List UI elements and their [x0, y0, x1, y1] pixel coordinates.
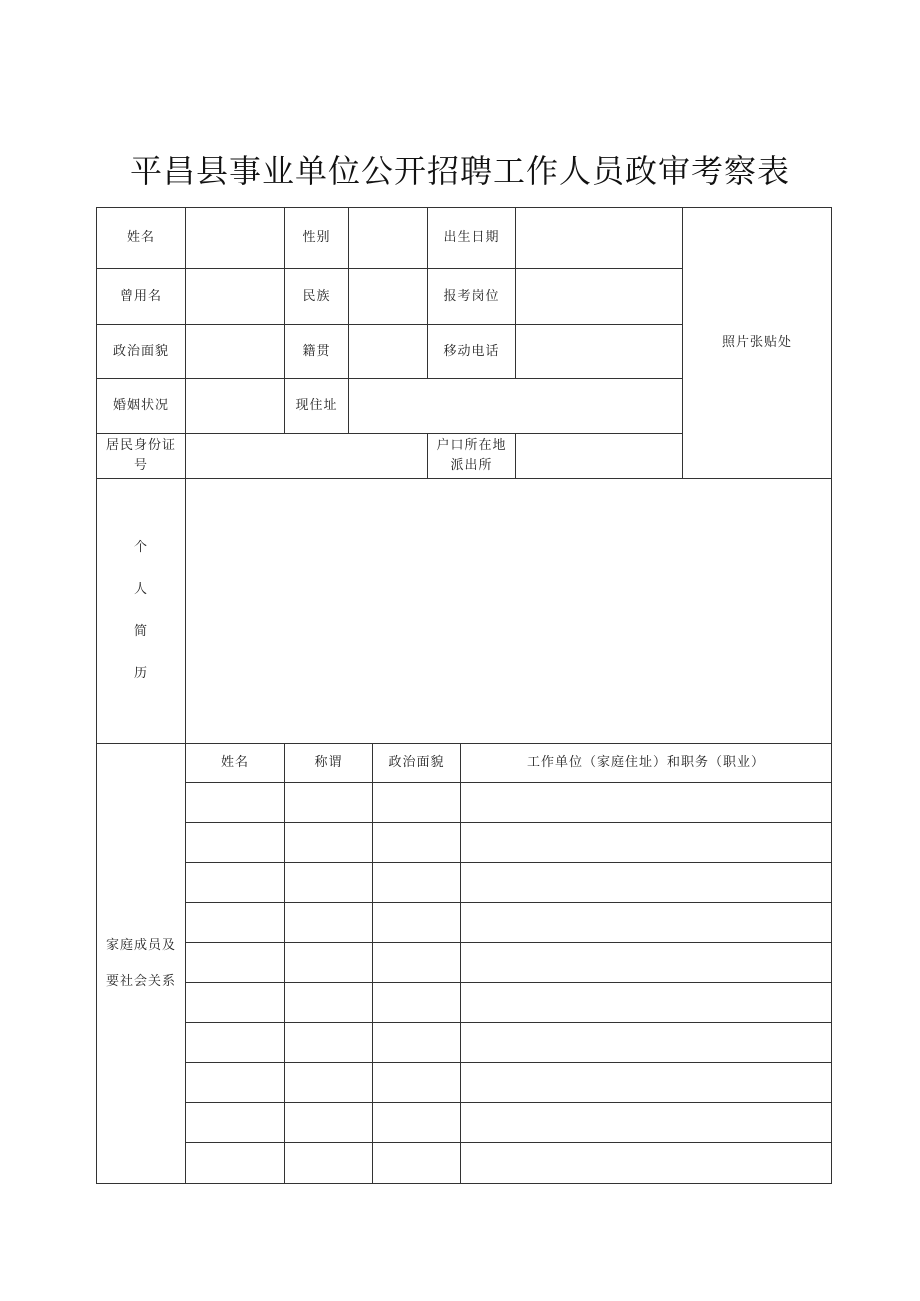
label-former-name: 曾用名: [96, 268, 186, 325]
field-birth-date[interactable]: [515, 207, 683, 269]
family-cell-work[interactable]: [460, 1062, 832, 1103]
family-cell-relation[interactable]: [284, 862, 373, 903]
family-cell-name[interactable]: [185, 1062, 285, 1103]
label-applied-post: 报考岗位: [427, 268, 516, 325]
label-family-line1: 家庭成员及: [105, 937, 176, 953]
family-cell-name[interactable]: [185, 822, 285, 863]
family-cell-relation[interactable]: [284, 1022, 373, 1063]
family-cell-work[interactable]: [460, 862, 832, 903]
label-id-number: [96, 433, 186, 479]
label-ethnicity: 民族: [284, 268, 349, 325]
family-cell-relation[interactable]: [284, 1102, 373, 1143]
family-header-work: 工作单位（家庭住址）和职务（职业）: [460, 743, 832, 783]
field-applied-post[interactable]: [515, 268, 683, 325]
field-political-status[interactable]: [185, 324, 285, 379]
family-cell-work[interactable]: [460, 902, 832, 943]
resume-char: 简: [133, 624, 148, 639]
label-id-number-line2: 号: [133, 458, 148, 473]
label-hukou-line1: 户口所在地: [436, 438, 507, 453]
resume-char: 个: [133, 540, 148, 555]
label-marital-status: 婚姻状况: [96, 378, 186, 434]
resume-char: 人: [133, 582, 148, 597]
family-cell-relation[interactable]: [284, 982, 373, 1023]
family-cell-political[interactable]: [372, 862, 461, 903]
family-cell-work[interactable]: [460, 982, 832, 1023]
family-cell-name[interactable]: [185, 782, 285, 823]
family-cell-name[interactable]: [185, 1102, 285, 1143]
family-header-political: 政治面貌: [372, 743, 461, 783]
photo-label: 照片张贴处: [721, 335, 792, 350]
label-resume: [96, 478, 186, 744]
field-id-number[interactable]: [185, 433, 428, 479]
resume-char: 历: [133, 666, 148, 681]
family-cell-name[interactable]: [185, 942, 285, 983]
label-native-place: 籍贯: [284, 324, 349, 379]
label-birth-date: 出生日期: [427, 207, 516, 269]
family-cell-political[interactable]: [372, 1062, 461, 1103]
label-family-line2: 要社会关系: [105, 973, 176, 989]
family-cell-political[interactable]: [372, 902, 461, 943]
field-address[interactable]: [348, 378, 683, 434]
family-cell-name[interactable]: [185, 862, 285, 903]
label-address: 现住址: [284, 378, 349, 434]
field-resume[interactable]: [185, 478, 832, 744]
family-cell-relation[interactable]: [284, 1142, 373, 1184]
photo-area[interactable]: [682, 207, 832, 479]
family-cell-political[interactable]: [372, 1142, 461, 1184]
label-family: [96, 743, 186, 1184]
family-cell-political[interactable]: [372, 782, 461, 823]
family-cell-relation[interactable]: [284, 1062, 373, 1103]
label-political-status: 政治面貌: [96, 324, 186, 379]
family-cell-political[interactable]: [372, 822, 461, 863]
label-gender: 性别: [284, 207, 349, 269]
field-mobile[interactable]: [515, 324, 683, 379]
field-name[interactable]: [185, 207, 285, 269]
field-former-name[interactable]: [185, 268, 285, 325]
label-name: 姓名: [96, 207, 186, 269]
family-header-name: 姓名: [185, 743, 285, 783]
form-title: 平昌县事业单位公开招聘工作人员政审考察表: [129, 152, 790, 190]
field-gender[interactable]: [348, 207, 428, 269]
family-cell-political[interactable]: [372, 982, 461, 1023]
family-cell-relation[interactable]: [284, 942, 373, 983]
family-header-relation: 称谓: [284, 743, 373, 783]
label-mobile: 移动电话: [427, 324, 516, 379]
family-cell-name[interactable]: [185, 1022, 285, 1063]
family-cell-name[interactable]: [185, 1142, 285, 1184]
family-cell-work[interactable]: [460, 1102, 832, 1143]
family-cell-political[interactable]: [372, 942, 461, 983]
field-ethnicity[interactable]: [348, 268, 428, 325]
family-cell-political[interactable]: [372, 1102, 461, 1143]
field-marital-status[interactable]: [185, 378, 285, 434]
family-cell-work[interactable]: [460, 822, 832, 863]
family-cell-work[interactable]: [460, 782, 832, 823]
family-cell-work[interactable]: [460, 942, 832, 983]
label-id-number-line1: 居民身份证: [105, 438, 176, 453]
family-cell-work[interactable]: [460, 1142, 832, 1184]
family-cell-political[interactable]: [372, 1022, 461, 1063]
family-cell-relation[interactable]: [284, 822, 373, 863]
family-cell-work[interactable]: [460, 1022, 832, 1063]
family-cell-relation[interactable]: [284, 782, 373, 823]
field-hukou[interactable]: [515, 433, 683, 479]
family-cell-name[interactable]: [185, 902, 285, 943]
label-hukou-line2: 派出所: [450, 458, 493, 473]
family-cell-relation[interactable]: [284, 902, 373, 943]
family-cell-name[interactable]: [185, 982, 285, 1023]
label-hukou: [427, 433, 516, 479]
field-native-place[interactable]: [348, 324, 428, 379]
